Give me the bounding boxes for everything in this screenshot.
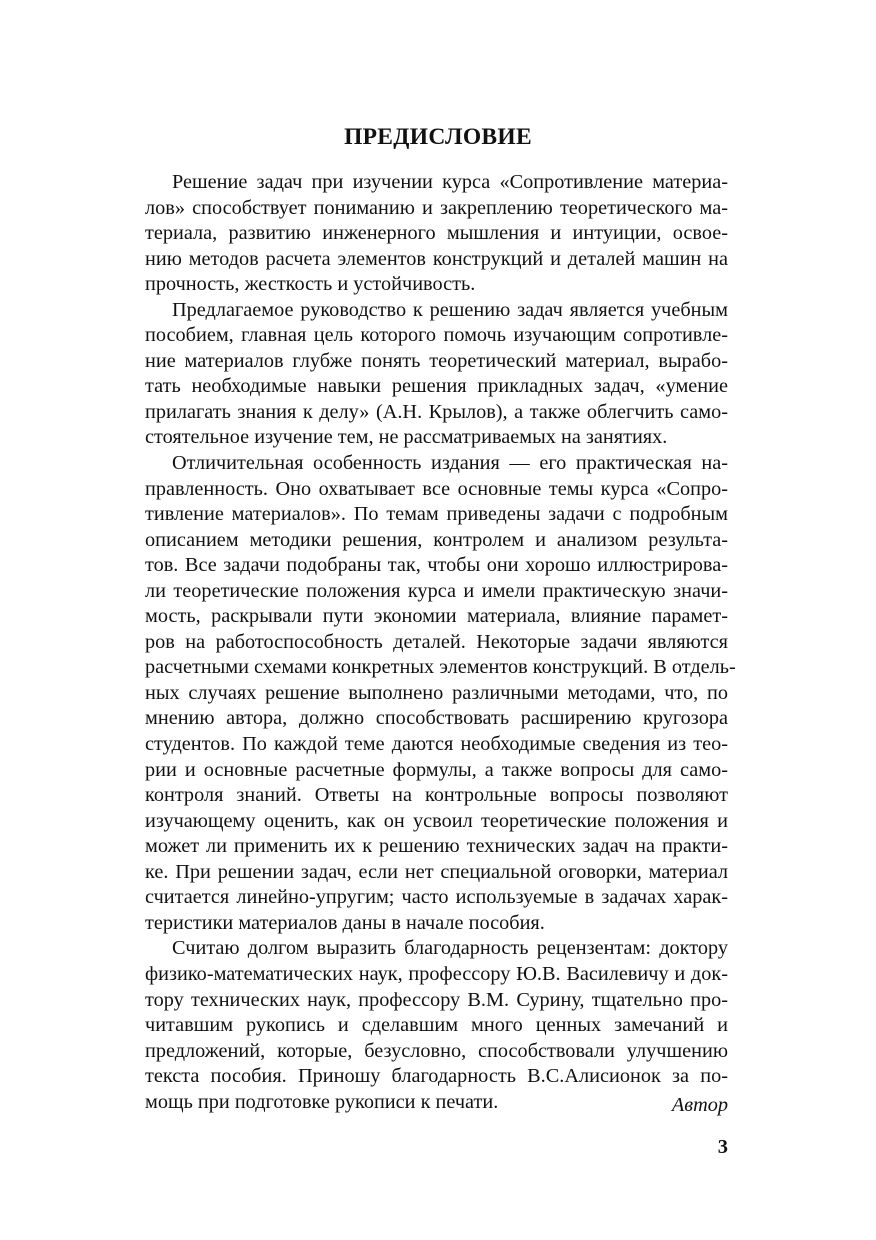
text-line: может ли применить их к решению технических задач на практи- <box>145 835 728 858</box>
body-text <box>145 170 736 1115</box>
text-line: тать необходимые навыки решения прикладных задач, «умение <box>145 375 728 398</box>
text-line: прилагать знания к делу» (А.Н. Крылов), а также облегчить само- <box>145 400 728 423</box>
text-line: студентов. По каждой теме даются необходимые сведения из тео- <box>145 733 728 756</box>
text-line: читавшим рукопись и сделавшим много ценных замечаний и <box>145 1014 728 1037</box>
text-line: Отличительная особенность издания — его практическая на- <box>172 452 728 475</box>
text-line: мощь при подготовке рукописи к печати. <box>145 1090 499 1113</box>
text-line: мость, раскрывали пути экономии материала, влияние парамет- <box>145 605 728 628</box>
paragraph <box>145 298 728 451</box>
text-line: нию методов расчета элементов конструкций и деталей машин на <box>145 247 728 270</box>
text-line: прочность, жесткость и устойчивость. <box>145 273 476 296</box>
paragraph <box>145 451 736 936</box>
text-line: текста пособия. Приношу благодарность В.С.Алисионок за по- <box>145 1065 728 1088</box>
paragraph <box>145 936 728 1115</box>
text-line: ных случаях решение выполнено различными методами, что, по <box>145 681 728 704</box>
text-line: Предлагаемое руководство к решению задач является учебным <box>172 298 728 321</box>
text-line: Считаю долгом выразить благодарность рецензентам: доктору <box>172 937 728 960</box>
text-line: контроля знаний. Ответы на контрольные вопросы позволяют <box>145 784 728 807</box>
text-line: описанием методики решения, контролем и анализом результа- <box>145 528 728 551</box>
page-number: 3 <box>717 1136 728 1158</box>
text-line: изучающему оценить, как он усвоил теоретические положения и <box>145 809 728 832</box>
text-line: териала, развитию инженерного мышления и интуиции, освое- <box>145 222 728 245</box>
text-line: лов» способствует пониманию и закреплению теоретического ма- <box>145 196 728 219</box>
text-line: стоятельное изучение тем, не рассматриваемых на занятиях. <box>145 426 668 449</box>
paragraph <box>145 170 728 298</box>
text-line: ров на работоспособность деталей. Некоторые задачи являются <box>145 630 728 653</box>
text-line: предложений, которые, безусловно, способствовали улучшению <box>145 1039 728 1062</box>
text-line: физико-математических наук, профессору Ю.В. Василевичу и док- <box>145 962 728 985</box>
text-line: ние материалов глубже понять теоретический материал, вырабо- <box>145 349 728 372</box>
text-line: ке. При решении задач, если нет специальной оговорки, материал <box>145 860 728 883</box>
text-line: правленность. Оно охватывает все основные темы курса «Сопро- <box>145 477 728 500</box>
text-line: расчетными схемами конкретных элементов конструкций. В отдель- <box>145 656 736 679</box>
text-line: пособием, главная цель которого помочь изучающим сопротивле- <box>145 324 728 347</box>
text-line: ли теоретические положения курса и имели практическую значи- <box>145 579 728 602</box>
text-line: тивление материалов». По темам приведены задачи с подробным <box>145 503 728 526</box>
text-line: тов. Все задачи подобраны так, чтобы они хорошо иллюстрирова- <box>145 554 728 577</box>
text-line: считается линейно-упругим; часто используемые в задачах харак- <box>145 886 728 909</box>
text-line: мнению автора, должно способствовать расширению кругозора <box>145 707 728 730</box>
text-line: тору технических наук, профессору В.М. Сурину, тщательно про- <box>145 988 728 1011</box>
author-signature: Автор <box>671 1094 728 1116</box>
text-line: теристики материалов даны в начале пособия. <box>145 911 545 934</box>
text-line: рии и основные расчетные формулы, а также вопросы для само- <box>145 758 728 781</box>
page-title: ПРЕДИСЛОВИЕ <box>344 124 532 150</box>
text-line: Решение задач при изучении курса «Сопротивление материа- <box>172 171 728 193</box>
